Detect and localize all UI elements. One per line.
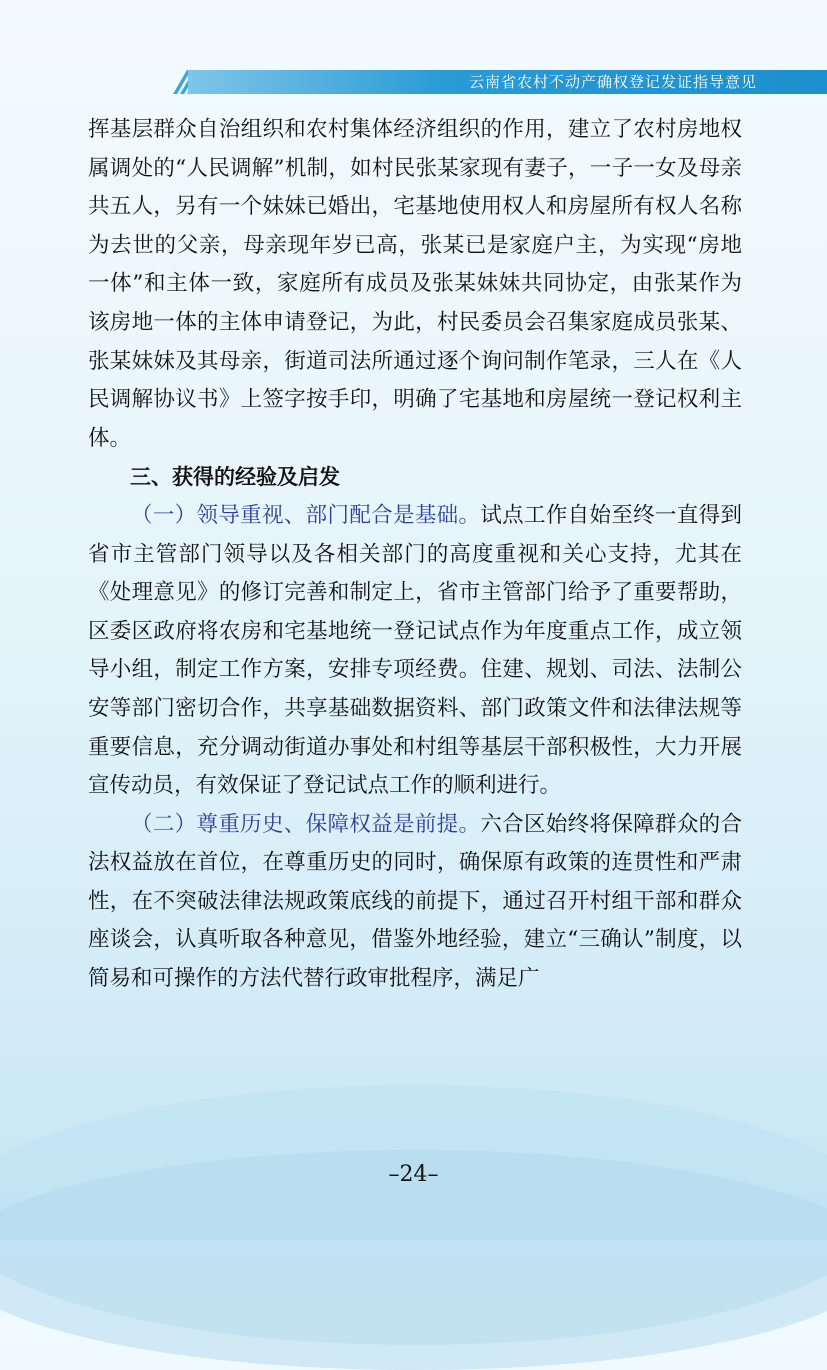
- header-title: 云南省农村不动产确权登记发证指导意见: [468, 73, 757, 91]
- page-number: –24–: [388, 1162, 439, 1187]
- paragraph-history: [88, 806, 742, 999]
- page-body: [88, 111, 742, 999]
- paragraph-continuation: 挥基层群众自治组织和农村集体经济组织的作用，建立了农村房地权属调处的“人民调解”机制，如村民张某家现有妻子，一子一女及母亲共五人，另有一个妹妹已婚出，宅基地使用权人和房屋所有权人名称为去世的父亲，母亲现年岁已高，张某已是家庭户主，为实现“房地一体”和主体一致，家庭所有成员及张某妹妹共同协定，由张某作为该房地一体的主体申请登记，为此，村民委员会召集家庭成员张某、张某妹妹及其母亲，街道司法所通过逐个询问制作笔录，三人在《人民调解协议书》上签字按手印，明确了宅基地和房屋统一登记权利主体。: [88, 117, 742, 451]
- section-heading: 三、获得的经验及启发: [130, 465, 340, 490]
- paragraph-text: 六合区始终将保障群众的合法权益放在首位，在尊重历史的同时，确保原有政策的连贯性和严肃性，在不突破法律法规政策底线的前提下，通过召开村组干部和群众座谈会，认真听取各种意见，借鉴外地经验，建立“三确认”制度，以简易和可操作的方法代替行政审批程序，满足广: [88, 811, 742, 992]
- paragraph-lead-title: （二）尊重历史、保障权益是前提。: [131, 811, 481, 837]
- paragraph-text: 试点工作自始至终一直得到省市主管部门领导以及各相关部门的高度重视和关心支持，尤其在《处理意见》的修订完善和制定上，省市主管部门给予了重要帮助，区委区政府将农房和宅基地统一登记试点作为年度重点工作，成立领导小组，制定工作方案，安排专项经费。住建、规划、司法、法制公安等部门密切合作，共享基础数据资料、部门政策文件和法律法规等重要信息，充分调动街道办事处和村组等基层干部积极性，大力开展宣传动员，有效保证了登记试点工作的顺利进行。: [88, 502, 742, 799]
- paragraph-lead-title: （一）领导重视、部门配合是基础。: [131, 502, 481, 528]
- paragraph-leadership: [88, 497, 742, 806]
